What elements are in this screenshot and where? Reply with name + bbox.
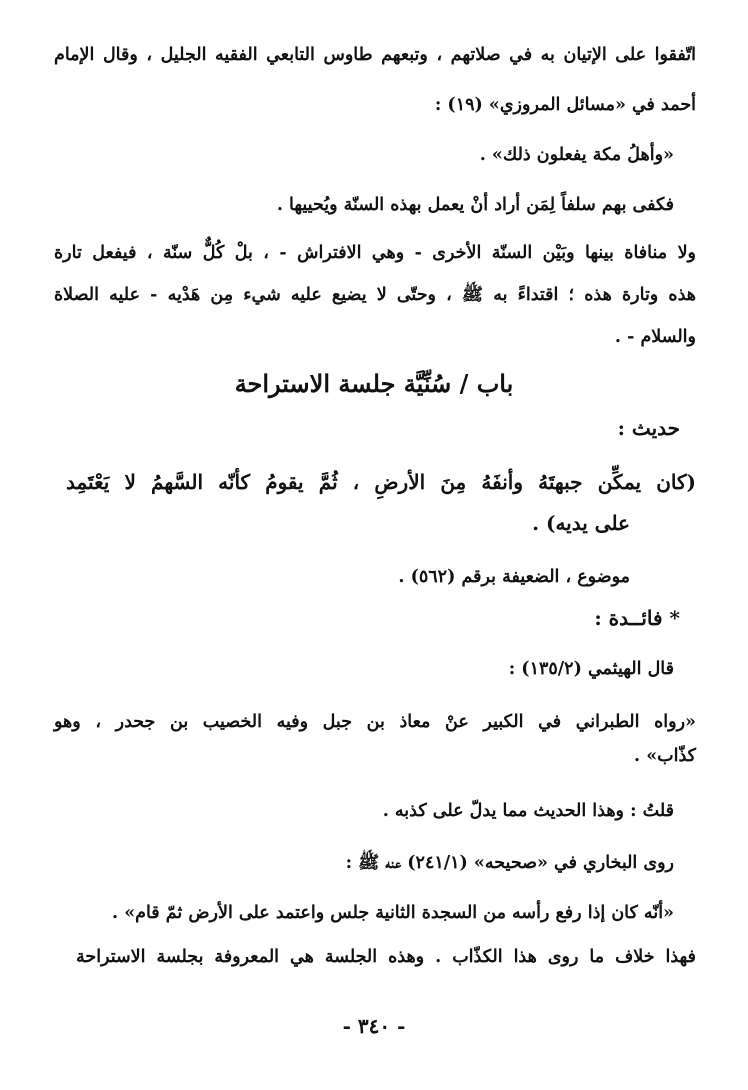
text-line-2: أحمد في «مسائل المروزي» (١٩) : (434, 95, 696, 115)
text-line-9: «رواه الطبراني في الكبير عنْ معاذ بن جبل وفيه الخصيب بن جحدر ، وهو (54, 712, 696, 732)
grading-line: موضوع ، الضعيفة برقم (٥٦٢) . (398, 567, 630, 587)
text-line-5: ولا منافاة بينها وبَيْن السنّة الأخرى - وهي الافتراش - ، بلْ كُلٌّ سنّة ، فيفعل تارة (54, 243, 696, 263)
hadith-text-1: (كان يمكِّن جبهتَهُ وأنفَهُ مِنَ الأرضِ ، ثُمَّ يقومُ كأنّه السَّهمُ لا يَعْتَمِد (66, 470, 696, 494)
text-line-8: قال الهيثمي (١٣٥/٢) : (508, 659, 674, 679)
hadith-label: حديث : (617, 416, 680, 440)
text-line-14: فهذا خلاف ما روى هذا الكذّاب . وهذه الجلسة هي المعروفة بجلسة الاستراحة (76, 947, 696, 967)
text-line-7: والسلام - . (614, 327, 696, 347)
text-line-10: كذّاب» . (634, 746, 696, 766)
text-line-1: اتّفقوا على الإتيان به في صلاتهم ، وتبعهم طاوس التابعي الفقيه الجليل ، وقال الإمام (54, 45, 696, 65)
text-line-3: «وأهلُ مكة يفعلون ذلك» . (479, 145, 674, 165)
chapter-heading: باب / سُنِّيَّة جلسة الاستراحة (234, 369, 514, 398)
text-line-12: روى البخاري في «صحيحه» (٢٤١/١) عنه ﷺ : (345, 853, 674, 873)
text-line-6: هذه وتارة هذه ؛ اقتداءً به ﷺ ، وحتّى لا يضيع عليه شيء مِن هَدْيه - عليه الصلاة (54, 285, 696, 305)
text-line-13: «أنّه كان إذا رفع رأسه من السجدة الثانية جلس واعتمد على الأرض ثمّ قام» . (112, 903, 674, 923)
text-line-11: قلتُ : وهذا الحديث مما يدلّ على كذبه . (382, 801, 674, 821)
benefit-label: * فائــدة : (594, 606, 680, 630)
page-number: - ٣٤٠ - (342, 1014, 406, 1038)
text-line-4: فكفى بهم سلفاً لِمَن أراد أنْ يعمل بهذه السنّة ويُحييها . (276, 195, 674, 215)
hadith-text-2: على يديه) . (532, 511, 630, 535)
